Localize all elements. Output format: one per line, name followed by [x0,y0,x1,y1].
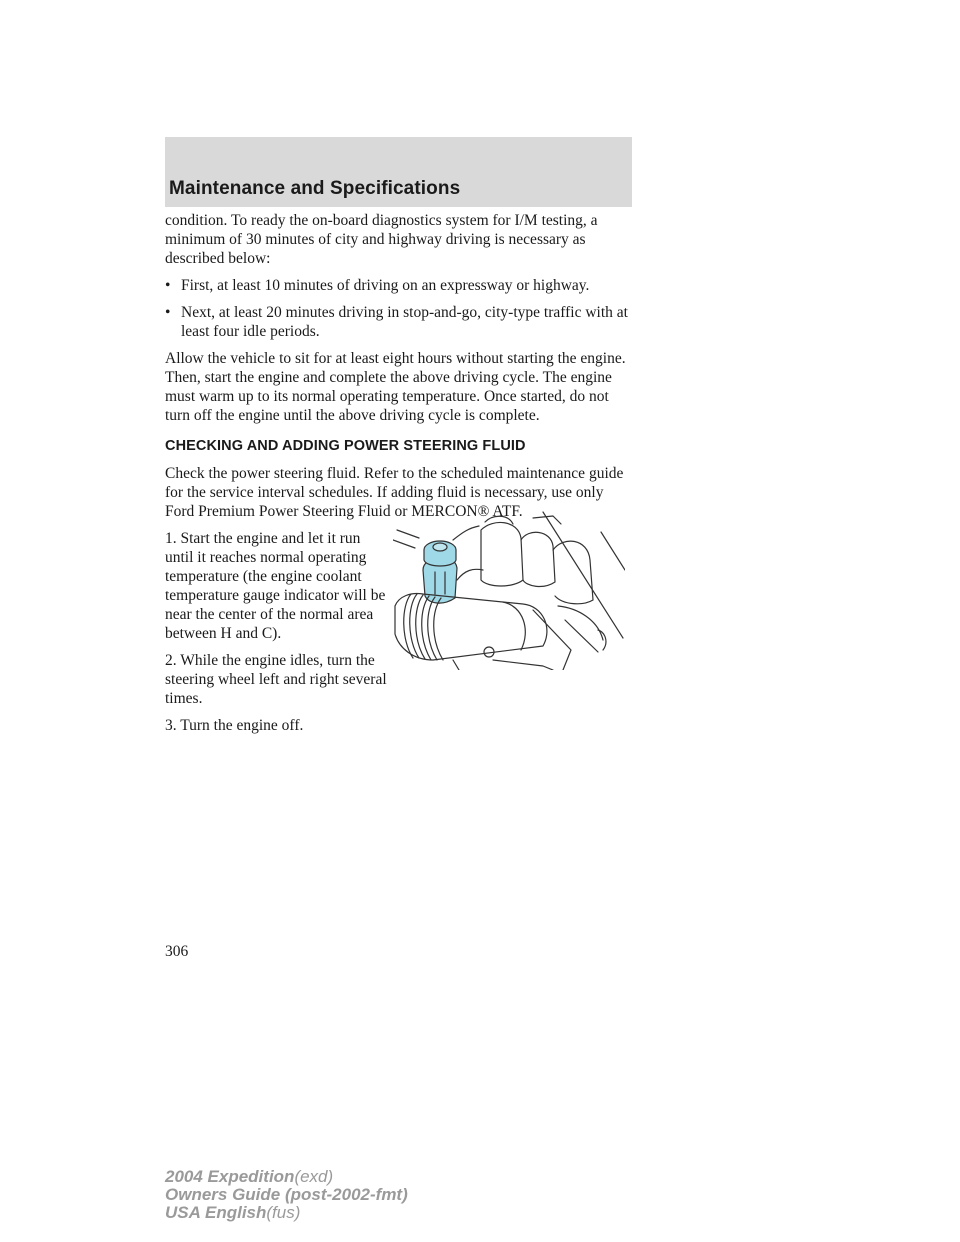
footer-line-2 [165,1186,408,1204]
header-band [165,137,632,207]
footer-language-code: (fus) [266,1203,301,1222]
footer-model-code: (exd) [294,1167,334,1186]
bullet-item-2: • Next, at least 20 minutes driving in stop-and-go, city-type traffic with at least four idle periods. [165,303,635,341]
paragraph-2: Allow the vehicle to sit for at least eight hours without starting the engine. Then, start the engine and complete the above driving cycle. The engine must warm up to its normal operating temperature. Once started, do not turn off the engine until the above driving cycle is complete. [165,350,626,424]
footer-line-3 [165,1204,408,1222]
footer-line-1 [165,1168,408,1186]
footer-language: USA English [165,1203,267,1222]
page-title: Maintenance and Specifications [169,178,461,199]
engine-illustration [393,510,625,670]
page-number: 306 [165,943,189,960]
bullet-list [165,276,635,341]
footer-model: 2004 Expedition [165,1167,295,1186]
steps-column [165,529,390,735]
step-1: 1. Start the engine and let it run until it reaches normal operating temperature (the engine coolant temperature gauge indicator will be near the center of the normal area between H and C). [165,530,386,642]
step-2: 2. While the engine idles, turn the steering wheel left and right several times. [165,652,387,707]
document-footer [165,1168,408,1222]
power-steering-reservoir-highlight [423,541,457,603]
bullet-item-1: • First, at least 10 minutes of driving on an expressway or highway. [165,276,635,295]
footer-guide: Owners Guide (post-2002-fmt) [165,1185,408,1204]
paragraph-3: Check the power steering fluid. Refer to the scheduled maintenance guide for the service interval schedules. If adding fluid is necessary, use only Ford Premium Power Steering Fluid or MERCON® ATF. [165,465,624,520]
section-heading: CHECKING AND ADDING POWER STEERING FLUID [165,438,526,454]
step-3: 3. Turn the engine off. [165,717,304,734]
intro-paragraph: condition. To ready the on-board diagnostics system for I/M testing, a minimum of 30 minutes of city and highway driving is necessary as described below: [165,212,598,267]
